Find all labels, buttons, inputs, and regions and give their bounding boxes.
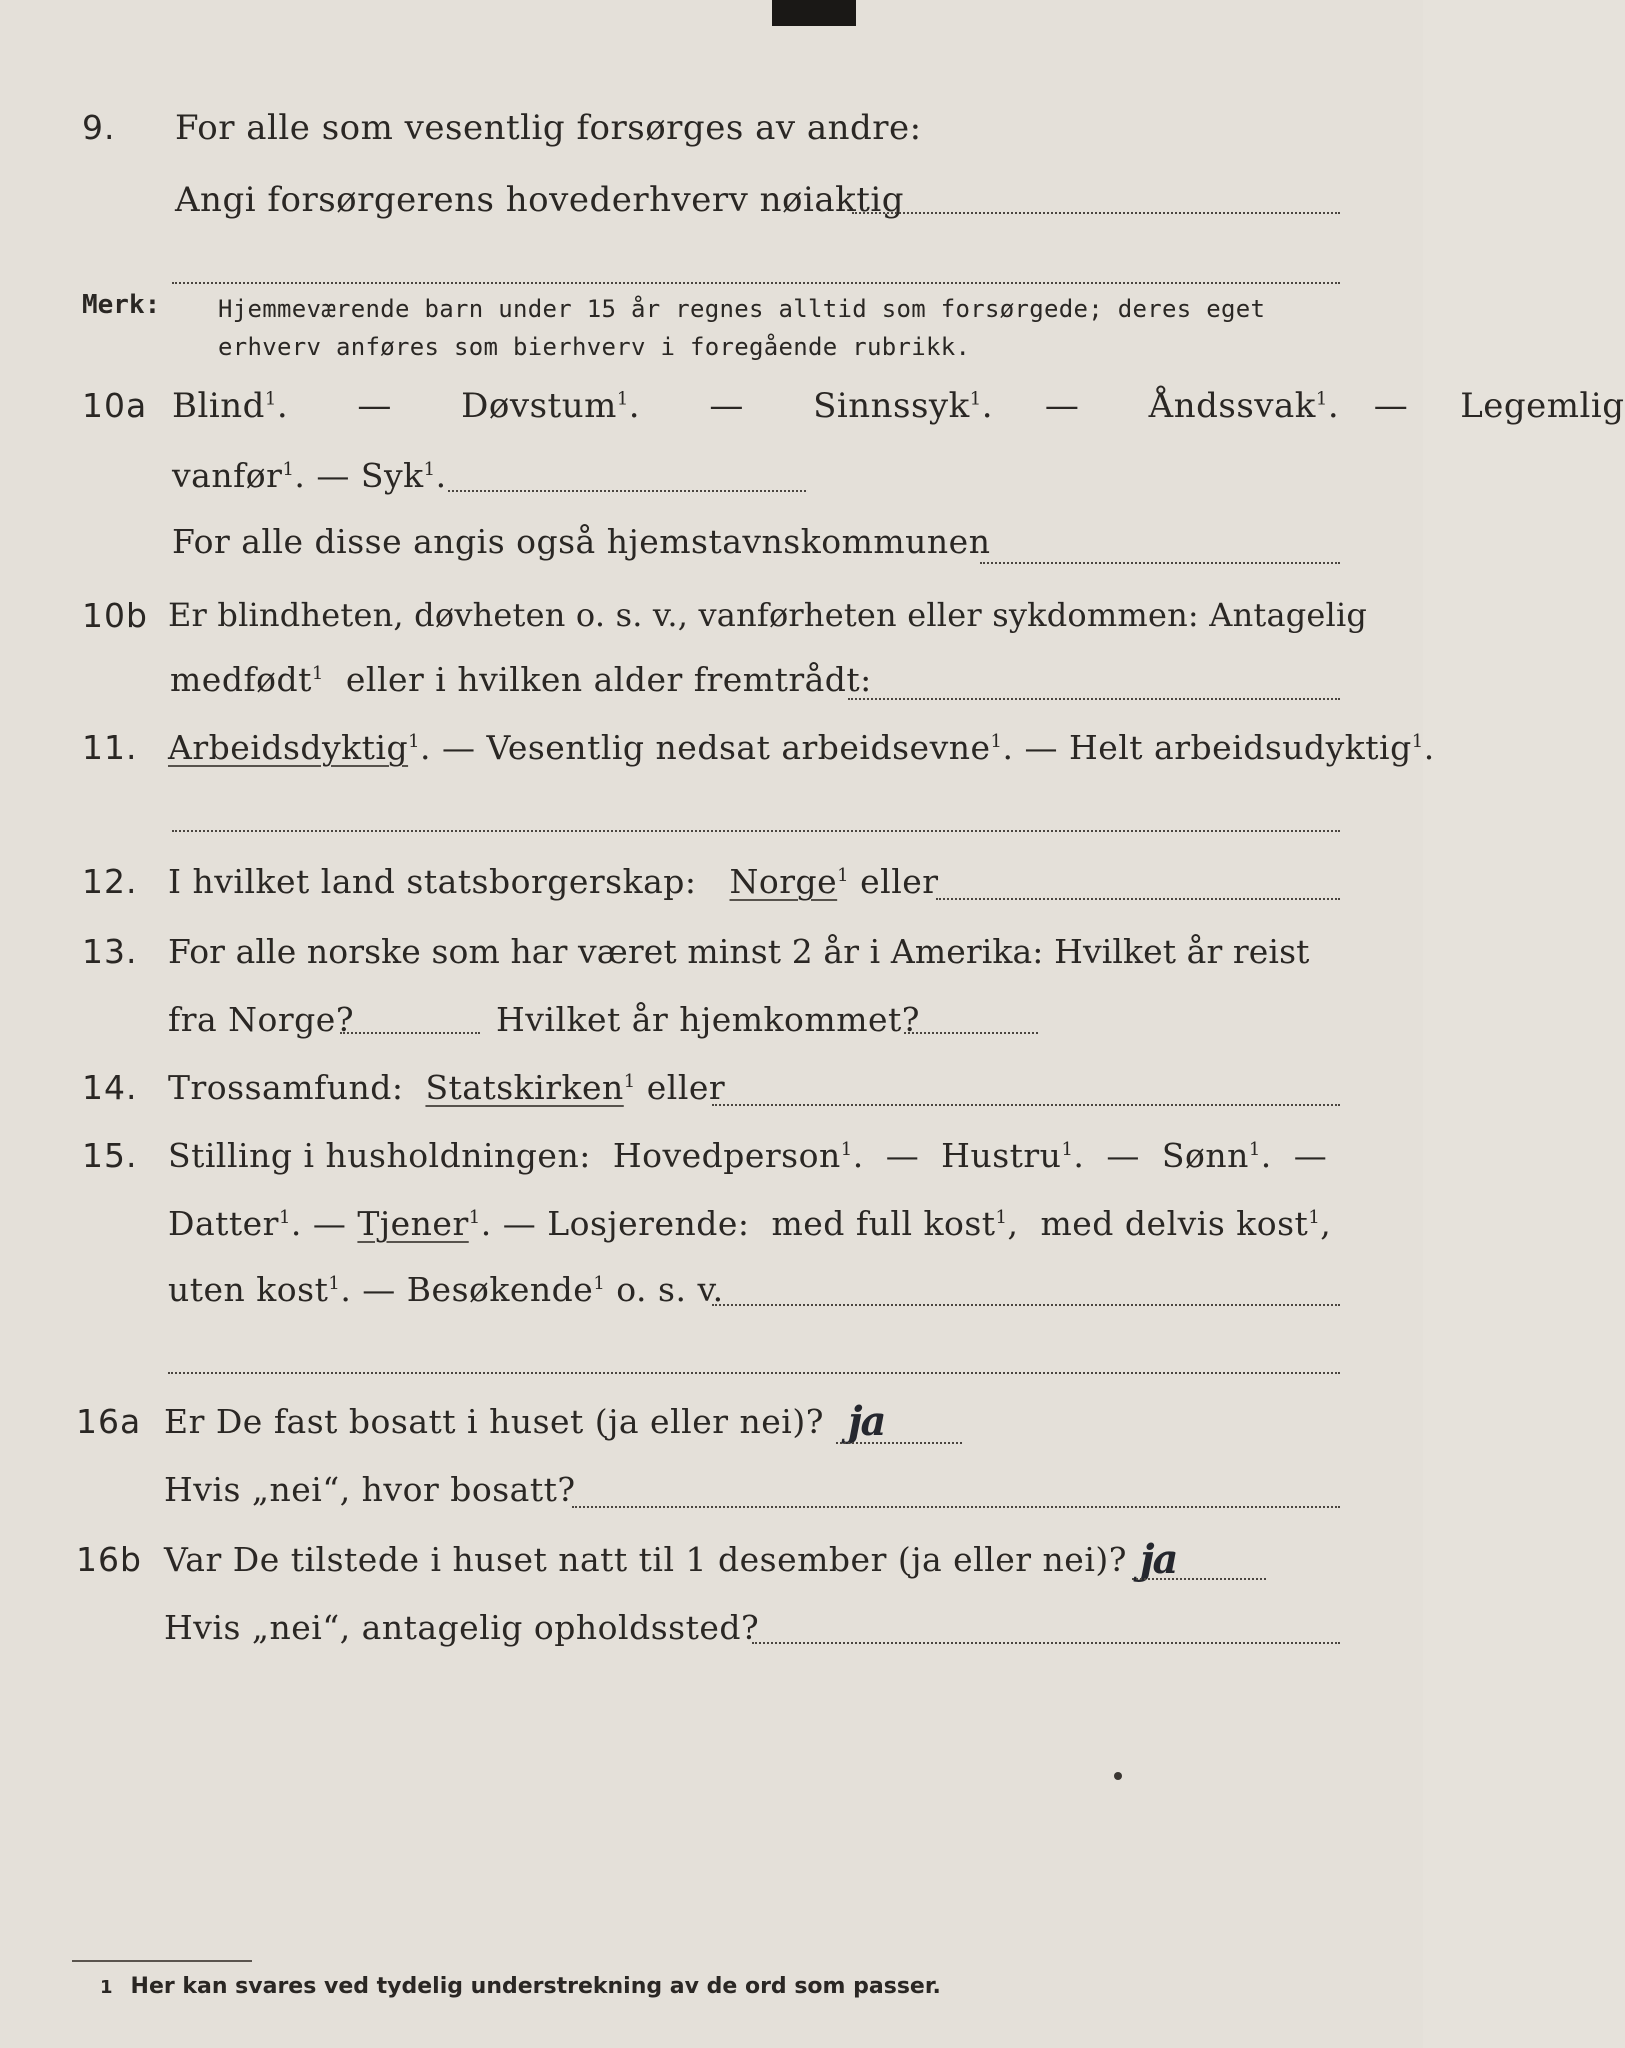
question-16b — [0, 1540, 1423, 1600]
note-text: Hjemmeværende barn under 15 år regnes alltid som forsørgede; deres eget erhverv anføres som bierhverv i foregående rubrikk. — [218, 295, 1266, 361]
answer-line[interactable] — [848, 698, 1340, 700]
underlined-answer-statskirken[interactable]: Statskirken — [425, 1068, 624, 1107]
ink-spot — [1114, 1772, 1122, 1780]
question-12 — [0, 862, 1423, 922]
answer-line[interactable] — [340, 1032, 480, 1034]
answer-line[interactable] — [172, 830, 1340, 832]
footnote-mark: 1 — [100, 1977, 113, 1998]
question-text: Er blindheten, døvheten o. s. v., vanførheten eller sykdommen: Antagelig — [168, 596, 1368, 634]
footnote-text: Her kan svares ved tydelig understrekning av de ord som passer. — [130, 1974, 941, 1999]
question-16a — [0, 1402, 1423, 1462]
handwritten-answer[interactable]: ja — [1140, 1536, 1177, 1583]
answer-line[interactable] — [752, 1642, 1340, 1644]
answer-line[interactable] — [172, 282, 1340, 284]
question-15 — [0, 1136, 1423, 1196]
question-16b-line2 — [0, 1608, 1423, 1668]
question-number: 14. — [82, 1068, 138, 1107]
answer-line[interactable] — [836, 1442, 962, 1444]
footnote-rule — [72, 1960, 252, 1962]
question-number: 15. — [82, 1136, 138, 1175]
handwritten-answer[interactable]: ja — [848, 1398, 885, 1445]
question-text: uten kost$^1$. — Besøkende$^1$ o. s. v. — [168, 1270, 724, 1309]
question-number: 9. — [82, 108, 116, 147]
question-text: Hvilket år hjemkommet? — [496, 1000, 920, 1039]
footnote — [100, 1974, 941, 1999]
question-16a-line2 — [0, 1470, 1423, 1530]
question-10b-line2 — [0, 660, 1423, 720]
answer-line[interactable] — [852, 212, 1340, 214]
answer-line[interactable] — [904, 1032, 1038, 1034]
question-text: Stilling i husholdningen: Hovedperson$^1$. — Hustru$^1$. — Sønn$^1$. — — [168, 1136, 1328, 1175]
question-text: Angi forsørgerens hovederhverv nøiaktig — [175, 180, 905, 220]
question-text: For alle som vesentlig forsørges av andre: — [175, 108, 922, 148]
question-9 — [0, 108, 1423, 168]
answer-line[interactable] — [168, 1372, 1340, 1374]
answer-line[interactable] — [448, 490, 806, 492]
question-text: Var De tilstede i huset natt til 1 desember (ja eller nei)? — [164, 1540, 1127, 1579]
answer-line[interactable] — [572, 1506, 1340, 1508]
question-number: 16a — [76, 1402, 142, 1441]
question-text: Hvis „nei“, hvor bosatt? — [164, 1470, 576, 1509]
question-11 — [0, 728, 1435, 788]
question-number: 13. — [82, 932, 138, 971]
question-text: For alle disse angis også hjemstavnskommunen — [172, 522, 991, 561]
question-text: Arbeidsdyktig$^1$. — Vesentlig nedsat arbeidsevne$^1$. — Helt arbeidsudyktig$^1$. — [168, 728, 1435, 767]
question-number: 12. — [82, 862, 138, 901]
question-text: Blind$^1$. — Døvstum$^1$. — Sinnssyk$^1$. — Åndssvak$^1$. — Legemlig — [172, 386, 1625, 426]
question-text: I hvilket land statsborgerskap: Norge$^1$ eller — [168, 862, 939, 901]
question-text: fra Norge? — [168, 1000, 355, 1039]
question-text: Datter$^1$. — Tjener$^1$. — Losjerende: med full kost$^1$, med delvis kost$^1$, — [168, 1204, 1332, 1243]
answer-line[interactable] — [712, 1304, 1340, 1306]
question-14 — [0, 1068, 1423, 1128]
question-number: 10a — [82, 386, 148, 425]
answer-line[interactable] — [712, 1104, 1340, 1106]
question-number: 11. — [82, 728, 138, 767]
question-9-line2 — [0, 180, 1423, 240]
question-text: Trossamfund: Statskirken$^1$ eller — [168, 1068, 726, 1107]
question-text: vanfør$^1$. — Syk$^1$. — [172, 456, 447, 495]
question-15-line2 — [0, 1204, 1423, 1264]
answer-line[interactable] — [936, 898, 1340, 900]
question-text: medfødt$^1$ eller i hvilken alder fremtrådt: — [170, 660, 872, 699]
question-13 — [0, 932, 1423, 992]
question-13-line2 — [0, 1000, 1423, 1060]
question-10b — [0, 596, 1423, 656]
question-10a-line2 — [0, 456, 1423, 516]
underlined-answer-arbeidsdyktig[interactable]: Arbeidsdyktig — [168, 728, 409, 767]
question-number: 10b — [82, 596, 148, 635]
question-text: Er De fast bosatt i huset (ja eller nei)? — [164, 1402, 824, 1441]
question-number: 16b — [76, 1540, 142, 1579]
question-text: Hvis „nei“, antagelig opholdssted? — [164, 1608, 760, 1647]
question-text: For alle norske som har været minst 2 år i Amerika: Hvilket år reist — [168, 932, 1310, 971]
question-10a-line3 — [0, 522, 1423, 582]
note-label: Merk: — [82, 290, 161, 320]
question-10a — [0, 386, 1625, 446]
underlined-answer-tjener[interactable]: Tjener — [357, 1204, 469, 1243]
answer-line[interactable] — [1132, 1578, 1266, 1580]
underlined-answer-norge[interactable]: Norge — [729, 862, 838, 901]
question-15-line3 — [0, 1270, 1423, 1330]
top-edge-mark — [772, 0, 856, 26]
answer-line[interactable] — [980, 562, 1340, 564]
